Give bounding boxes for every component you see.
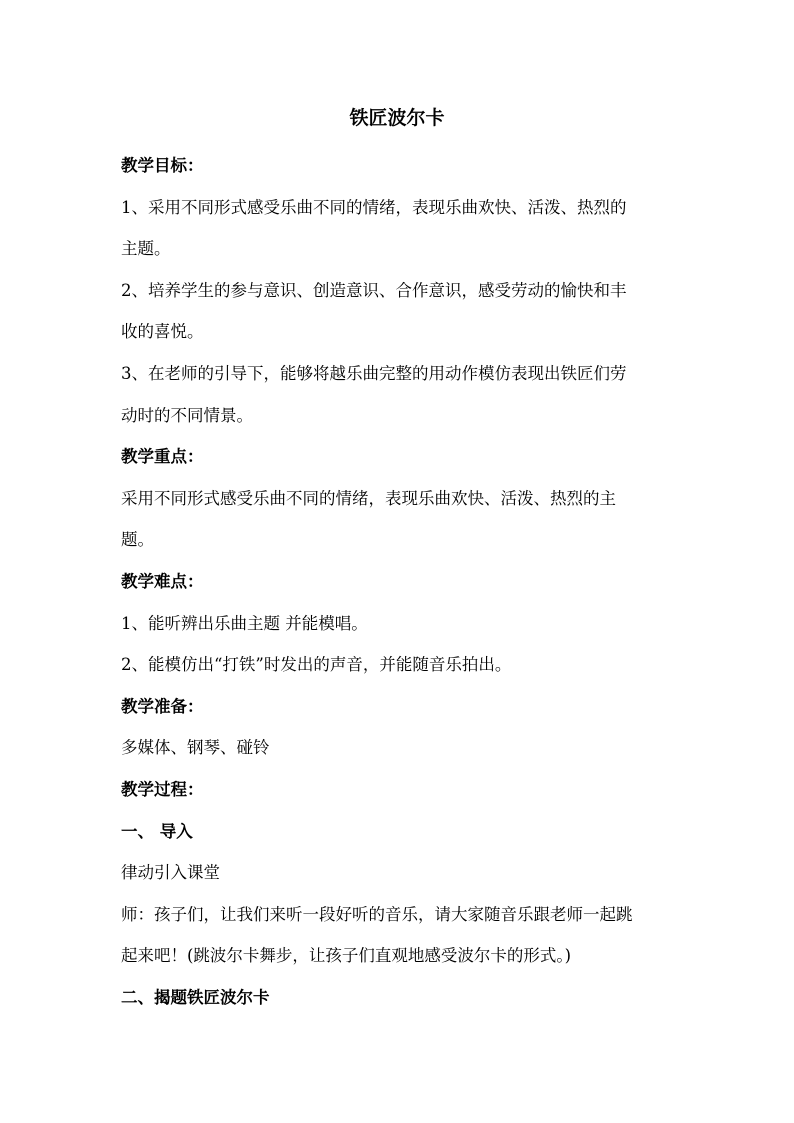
section-heading: 教学重点： (121, 447, 204, 467)
body-text-line: 收的喜悦。 (121, 322, 204, 342)
body-text-line: 律动引入课堂 (121, 863, 220, 883)
section-heading: 教学准备： (121, 696, 204, 716)
body-text-line: 师：孩子们，让我们来听一段好听的音乐，请大家随音乐跟老师一起跳 (121, 904, 633, 924)
body-text-line: 起来吧！(跳波尔卡舞步，让孩子们直观地感受波尔卡的形式。) (121, 946, 572, 966)
body-text-line: 多媒体、钢琴、碰铃 (121, 738, 270, 758)
body-text-line: 动时的不同情景。 (121, 405, 253, 425)
document-body (121, 145, 681, 1018)
section-heading: 教学难点： (121, 571, 204, 591)
body-text-line: 1、采用不同形式感受乐曲不同的情绪，表现乐曲欢快、活泼、热烈的 (121, 197, 627, 217)
section-heading: 教学过程： (121, 779, 204, 799)
body-text-line: 3、在老师的引导下，能够将越乐曲完整的用动作模仿表现出铁匠们劳 (121, 363, 627, 383)
section-heading: 一、 导入 (121, 821, 193, 841)
document-title: 铁匠波尔卡 (349, 107, 445, 129)
body-text-line: 采用不同形式感受乐曲不同的情绪，表现乐曲欢快、活泼、热烈的主 (121, 488, 616, 508)
body-text-line: 题。 (121, 530, 154, 550)
body-text-line: 1、能听辨出乐曲主题 并能模唱。 (121, 613, 368, 633)
body-text-line: 2、培养学生的参与意识、创造意识、合作意识，感受劳动的愉快和丰 (121, 280, 627, 300)
body-text-line: 主题。 (121, 239, 171, 259)
body-text-line: 2、能模仿出“打铁”时发出的声音，并能随音乐拍出。 (121, 655, 512, 675)
section-heading: 二、揭题铁匠波尔卡 (121, 987, 270, 1007)
section-heading: 教学目标： (121, 156, 204, 175)
